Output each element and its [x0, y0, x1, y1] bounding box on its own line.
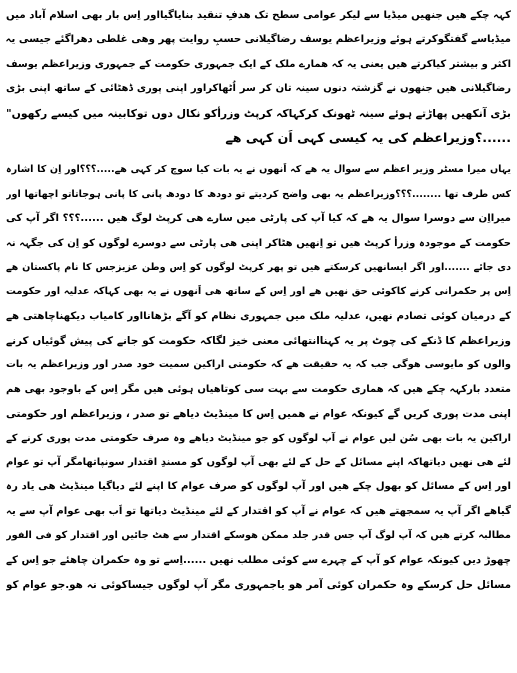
- text-line: بڑی آنکھیں پھاڑتے ہوئے سینہ ٹھونک کرکہاکہ کرپٹ وزرأکو نکال دوں توکابینہ میں کیسے رکھوں": [6, 106, 511, 120]
- paragraph-gap: [6, 150, 511, 158]
- text-line: چھوڑ دیں کیونکہ عوام کو آپ کے چہرے سے کوئی مطلب نھیں ......اِسے تو وہ حکمران چاھئے جو اِس کے: [6, 554, 511, 566]
- text-line: رضاگیلانی ھیں جنھوں نے گزشتہ دنوں سینہ تان کر سر اُٹھاکراور اپنی پوری ڈھٹائی کے ساتھ اپنی بڑی: [6, 83, 511, 95]
- text-line: اکثر و بیشتر کیاکرتے ھیں یعنی یہ کہ ھمارے ملک کے ایک جمہوری حکومت کے جمہوری وزیراعظم یوسف: [6, 58, 511, 70]
- text-line: حکومت کے موجودہ وزرأ کرپٹ ھیں تو اِنھیں ھٹاکر اپنی ھی پارٹی سے دوسرے لوگوں کو اِن کی جگہہ نہ: [6, 237, 511, 249]
- text-line: لئے ھی نھیں دیاتھاکہ اپنے مسائل کے حل کے لئے بھی آپ لوگوں کو مسندِ اقتدار سونپاتھامگر آپ تو عوام: [6, 457, 511, 469]
- paragraph-1: [6, 4, 511, 150]
- text-line: میرااِن سے دوسرا سوال یہ ھے کہ کیا آپ کی پارٹی میں سارے ھی کرپٹ لوگ ھیں ......؟؟؟ اگر آپ کی: [6, 213, 511, 225]
- text-line: کہہ چکے ھیں جنھیں میڈیا سے لیکر عوامی سطح تک ھدفِ تنقید بنایاگیااور اِس بار بھی اسلام آباد میں: [6, 10, 511, 21]
- text-line: گیاھے اگر آپ یہ سمجھتے ھیں کہ عوام نے آپ کو اقتدار کے لئے مینڈیٹ دیاتھا تو اَب بھی عوام آپ سے یہ: [6, 505, 511, 517]
- text-line: کے درمیان کوئی تصادم نھیں، عدلیہ ملک میں جمہوری نظام کو آگے بڑھانااور کامیاب دیکھناچاھتی ھے: [6, 310, 511, 322]
- text-line: اپنی مدت پوری کریں گے کیونکہ عوام نے ھمیں اِس کا مینڈیٹ دیاھے تو صدر ، وزیراعظم اور حکومتی: [6, 408, 511, 421]
- text-line: یہاں میرا مسٹر وزیر اعظم سے سوال یہ ھے کہ اَنھوں نے یہ بات کیا سوچ کر کہی ھے.....؟؟؟اور اِن کا اشارہ: [6, 164, 511, 176]
- text-line: وزیراعظم کا ڈنکے کی چوٹ پر یہ کہناانتھائی معنی خیز لگاکہ حکومت کو جانے کی پیش گوئیاں کرنے: [6, 335, 511, 348]
- text-line: مسائل حل کرسکے وہ حکمران کوئی آمر ھو یاجمہوری مگر آپ لوگوں جیساکوئی نہ ھو.جو عوام کو: [6, 578, 511, 591]
- text-line: متعدد بارکہہ چکے ھیں کہ ھماری حکومت سے بہت سی کوتاھیاں ہوئی ھیں مگر اِس کے باوجود بھی ھم: [6, 383, 511, 395]
- text-line: ......؟وزیراعظم کی یہ کیسی کہی اَن کہی ھے: [225, 129, 511, 145]
- text-line: کس طرف تھا ........؟؟؟وزیراعظم یہ بھی واضح کردیتے تو دودھ کا دودھ پانی کا پانی ہوجاتاتو اچھاتھا اور: [6, 188, 511, 200]
- text-line: میڈیاسے گفتگوکرتے ہوئے وزیراعظم یوسف رضاگیلانی حسبِ روایت پھر وھی غلطی دھراگئے جیسی یہ: [6, 34, 511, 46]
- text-line: اور اِس کے مسائل کو بھول چکے ھیں اور آپ لوگوں کو صرف عوام کا اپنے لئے دیاگیا مینڈیٹ ھی یاد رہ: [6, 481, 511, 493]
- text-line: مطالبہ کرتے ھیں کہ آپ لوگ آپ جس قدر جلد ممکن ھوسکے اقتدار سے ھٹ جائیں اور اقتدار کو فی الفور: [6, 530, 511, 542]
- text-line: اِس پر حکمرانی کرنے کاکوئی حق نھیں ھے اور اِس کے ساتھ ھی اَنھوں نے یہ بھی کہاکہ عدلیہ اور حکومت: [6, 286, 511, 298]
- text-line: والوں کو مایوسی ھوگی جب کہ یہ حقیقت ھے کہ حکومتی اراکین سمیت خود صدر اور وزیراعظم یہ بات: [6, 359, 511, 371]
- text-line: اراکین یہ بات بھی سُن لیں عوام نے آپ لوگوں کو جو مینڈیٹ دیاھے وہ صرف حکومتی مدت پوری کرنے کے: [6, 432, 511, 444]
- paragraph-2: [6, 158, 511, 597]
- text-line: دی جائے .......اور اگر ایسانھیں کرسکتے ھیں تو پھر کرپٹ لوگوں کو اِس وطن عزیزجس کا نام پاکستان ھے: [6, 261, 511, 273]
